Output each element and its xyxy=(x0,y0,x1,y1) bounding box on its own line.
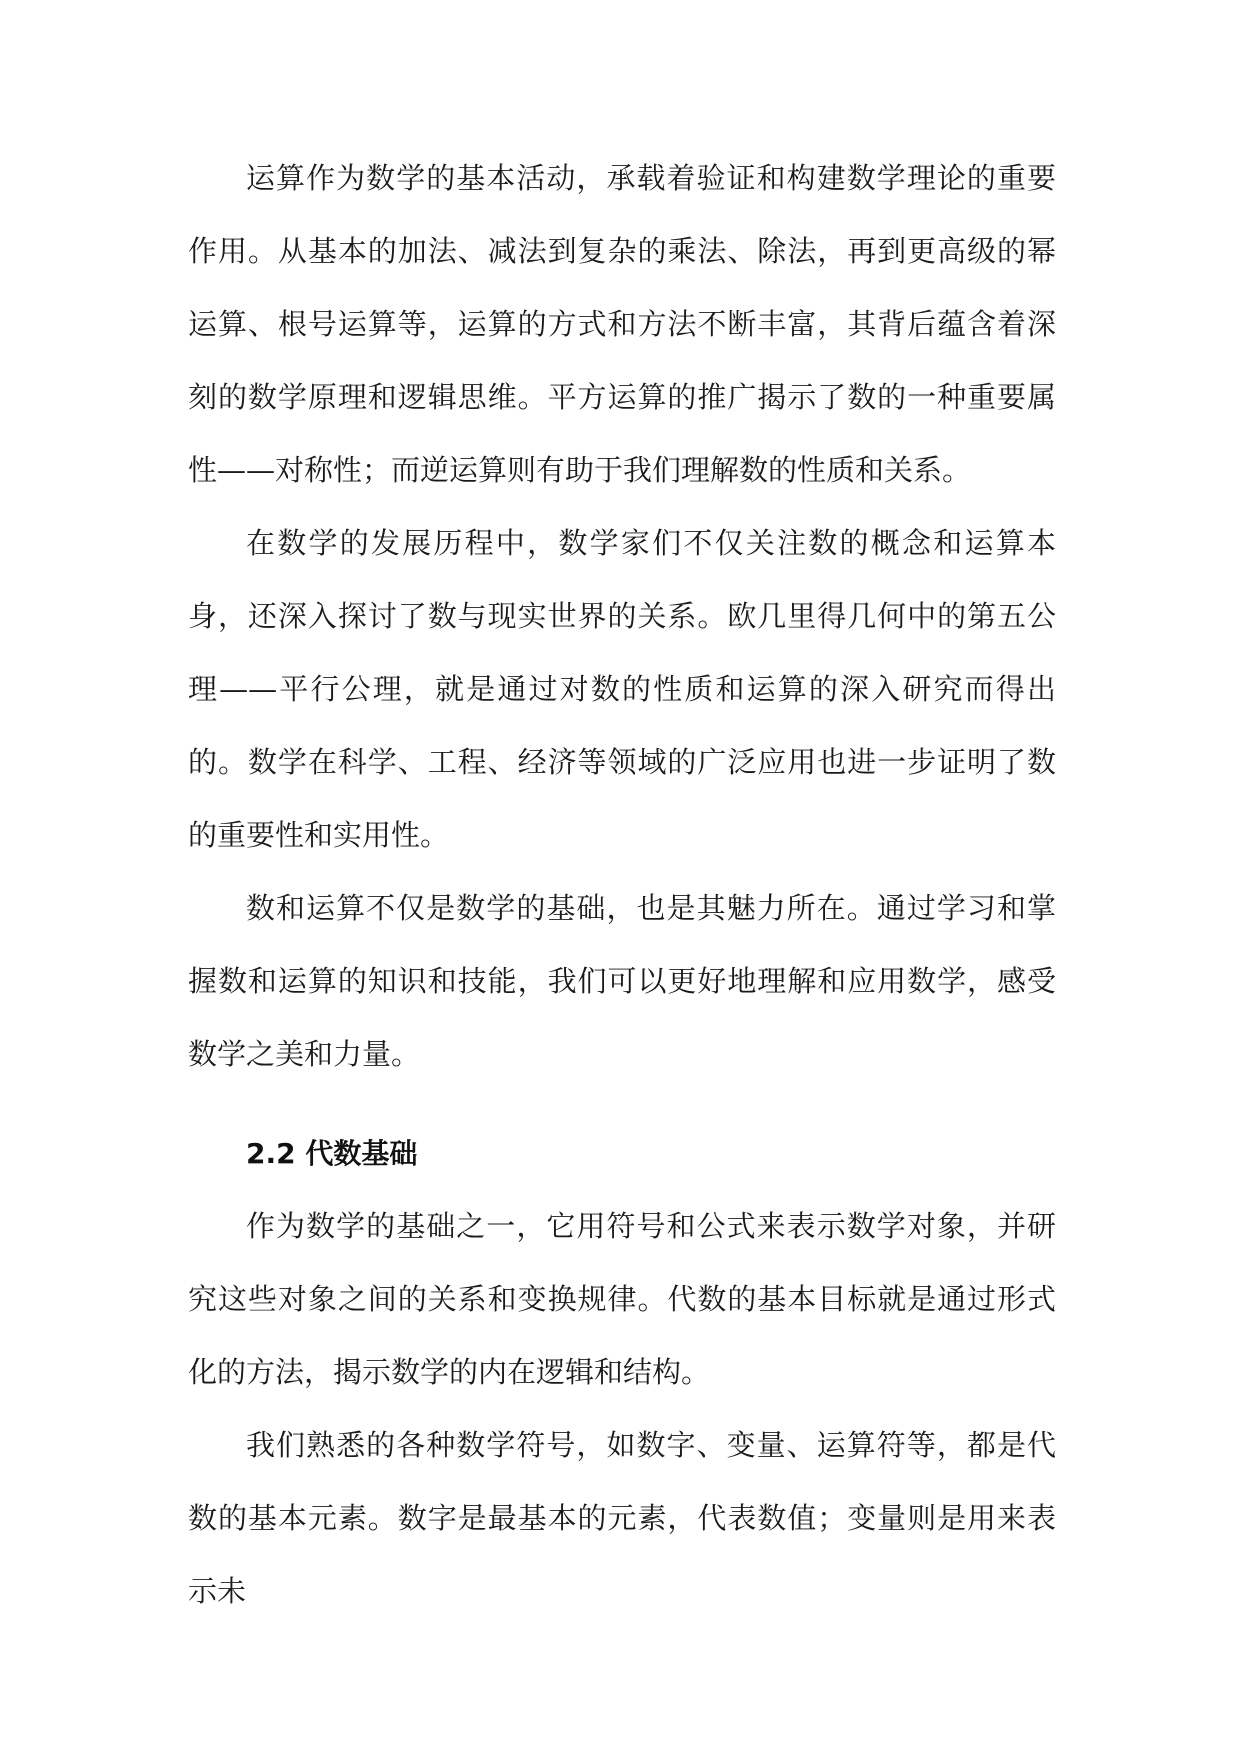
paragraph-math-history: 在数学的发展历程中，数学家们不仅关注数的概念和运算本身，还深入探讨了数与现实世界的关系。欧几里得几何中的第五公理——平行公理，就是通过对数的性质和运算的深入研究而得出的。数学在科学、工程、经济等领域的广泛应用也进一步证明了数的重要性和实用性。 xyxy=(188,526,1056,852)
document-body xyxy=(188,142,1056,1628)
paragraph-operations-role: 运算作为数学的基本活动，承载着验证和构建数学理论的重要作用。从基本的加法、减法到复杂的乘法、除法，再到更高级的幂运算、根号运算等，运算的方式和方法不断丰富，其背后蕴含着深刻的数学原理和逻辑思维。平方运算的推广揭示了数的一种重要属性——对称性；而逆运算则有助于我们理解数的性质和关系。 xyxy=(188,161,1056,487)
paragraph-algebra-intro: 作为数学的基础之一，它用符号和公式来表示数学对象，并研究这些对象之间的关系和变换规律。代数的基本目标就是通过形式化的方法，揭示数学的内在逻辑和结构。 xyxy=(188,1209,1056,1389)
paragraph-algebra-symbols: 我们熟悉的各种数学符号，如数字、变量、运算符等，都是代数的基本元素。数字是最基本的元素，代表数值；变量则是用来表示未 xyxy=(188,1428,1056,1608)
section-heading-algebra-basics: 2.2 代数基础 xyxy=(246,1137,418,1170)
paragraph-numbers-charm: 数和运算不仅是数学的基础，也是其魅力所在。通过学习和掌握数和运算的知识和技能，我们可以更好地理解和应用数学，感受数学之美和力量。 xyxy=(188,891,1056,1071)
